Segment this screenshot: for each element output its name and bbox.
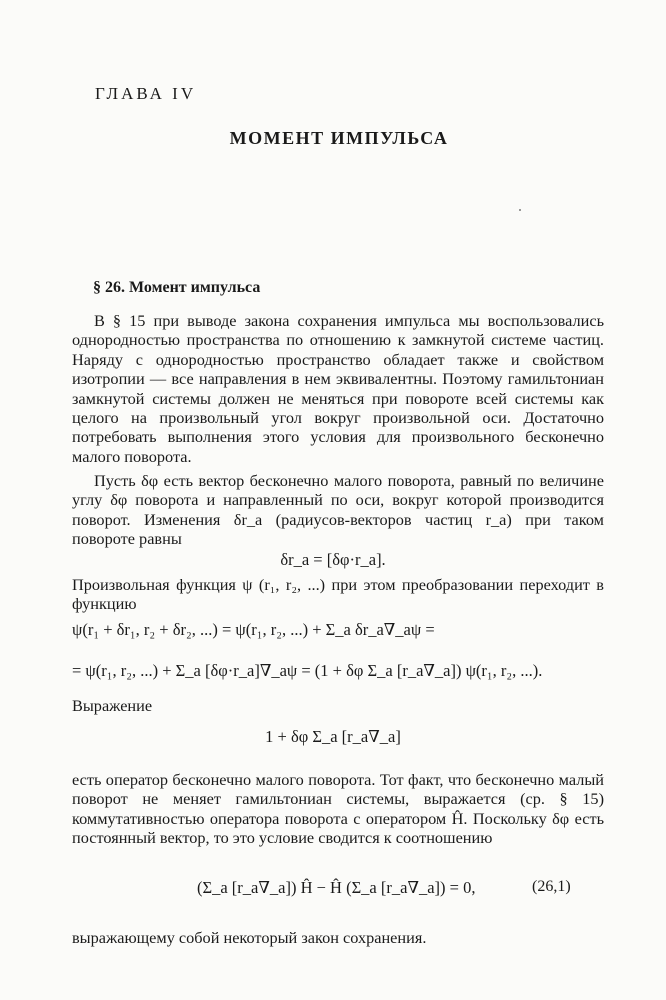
equation-1: δr_a = [δφ·r_a].: [280, 550, 386, 569]
equation-4: (Σ_a [r_a∇_a]) Ĥ − Ĥ (Σ_a [r_a∇_a]) = 0,: [197, 878, 476, 897]
equation-2-line-1: ψ(r₁ + δr₁, r₂ + δr₂, ...) = ψ(r₁, r₂, ...) + Σ_a δr_a∇_aψ =: [72, 620, 435, 639]
chapter-title: [0, 128, 666, 149]
section-heading: § 26. Момент импульса: [93, 279, 261, 296]
paragraph-1: [72, 311, 604, 466]
equation-3: 1 + δφ Σ_a [r_a∇_a]: [265, 727, 401, 746]
paragraph-5-text: есть оператор бесконечно малого поворота. Тот факт, что бесконечно малый поворот не меняет гамильтониан системы, выражается (ср. § 15) коммутативностью оператора поворота с оператором Ĥ. Поскольку δφ есть постоянный вектор, то это условие сводится к соотношению: [72, 770, 604, 848]
paragraph-1-text: В § 15 при выводе закона сохранения импульса мы воспользовались однородностью пространства по отношению к замкнутой системе частиц. Наряду с однородностью пространство обладает также и свойством изотропии — все направления в нем эквивалентны. Поэтому гамильтониан замкнутой системы должен не меняться при повороте всей системы как целого на произвольный угол вокруг произвольной оси. Достаточно потребовать выполнения этого условия для произвольного бесконечно малого поворота.: [72, 311, 604, 466]
chapter-heading: ГЛАВА IV: [95, 84, 197, 103]
equation-4-number: (26,1): [532, 878, 571, 895]
equation-2-line-2: = ψ(r₁, r₂, ...) + Σ_a [δφ·r_a]∇_aψ = (1 + δφ Σ_a [r_a∇_a]) ψ(r₁, r₂, ...).: [72, 661, 543, 680]
paragraph-4-label: Выражение: [72, 696, 153, 715]
paragraph-2-text: Пусть δφ есть вектор бесконечно малого поворота, равный по величине углу δφ поворота и направленный по оси, вокруг которой производится поворот. Изменения δr_a (радиусов-векторов частиц r_a) при таком повороте равны: [72, 471, 604, 549]
print-speck: [519, 209, 521, 211]
paragraph-6: выражающему собой некоторый закон сохранения.: [72, 928, 427, 947]
chapter-title-text: МОМЕНТ ИМПУЛЬСА: [229, 128, 449, 148]
paragraph-2: [72, 471, 604, 549]
paragraph-3-text: Произвольная функция ψ (r₁, r₂, ...) при этом преобразовании переходит в функцию: [72, 575, 604, 614]
paragraph-3: [72, 575, 604, 614]
paragraph-5: [72, 770, 604, 848]
